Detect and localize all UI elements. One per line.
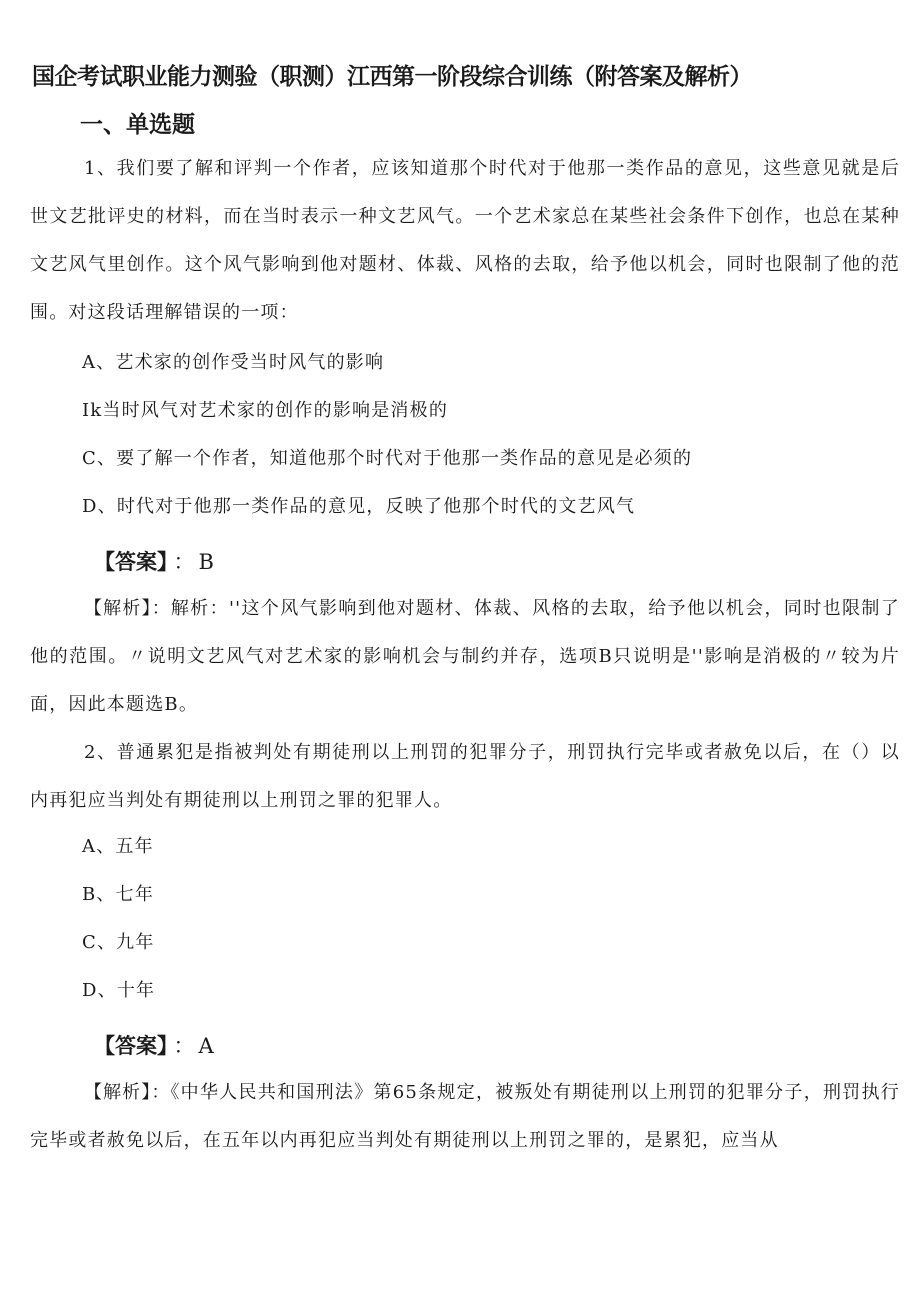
analysis-text: 《中华人民共和国刑法》第65条规定，被叛处有期徒刑以上刑罚的犯罪分子，刑罚执行完毕或者赦免以后，在五年以内再犯应当判处有期徒刑以上刑罚之罪的，是累犯，应当从 [30, 1082, 901, 1151]
answer-label: 【答案】 [94, 1034, 168, 1058]
question-2-stem: 2、普通累犯是指被判处有期徒刑以上刑罚的犯罪分子，刑罚执行完毕或者赦免以后，在（）以内再犯应当判处有期徒刑以上刑罚之罪的犯罪人。 [30, 742, 900, 811]
question-2-option-d: D、十年 [82, 980, 156, 1001]
question-1-answer [94, 546, 214, 576]
question-1-option-b: Ik当时风气对艺术家的创作的影响是消极的 [82, 400, 449, 421]
question-2-option-b: B、七年 [82, 884, 155, 905]
question-2-option-a: A、五年 [82, 836, 154, 857]
question-1-option-c: C、要了解一个作者，知道他那个时代对于他那一类作品的意见是必须的 [82, 448, 693, 469]
question-2-analysis [30, 1069, 900, 1165]
analysis-label: 【解析】： [84, 1082, 171, 1103]
answer-label: 【答案】 [94, 550, 168, 574]
answer-separator: ： [173, 550, 195, 574]
answer-value: A [198, 1034, 214, 1058]
analysis-label: 【解析】： [84, 598, 171, 619]
section-heading: 一、单选题 [80, 112, 195, 138]
question-1-option-a: A、艺术家的创作受当时风气的影响 [82, 352, 385, 373]
answer-separator: ： [173, 1034, 195, 1058]
analysis-text: 解析：''这个风气影响到他对题材、体裁、风格的去取，给予他以机会，同时也限制了他的范围。〃说明文艺风气对艺术家的影响机会与制约并存，选项B只说明是''影响是消极的〃较为片面，因此本题选B。 [30, 598, 900, 715]
question-1-analysis [30, 585, 900, 729]
answer-value: B [198, 550, 214, 574]
question-1-option-d: D、时代对于他那一类作品的意见，反映了他那个时代的文艺风气 [82, 496, 636, 517]
question-2-answer [94, 1030, 214, 1060]
question-2-option-c: C、九年 [82, 932, 155, 953]
document-title: 国企考试职业能力测验（职测）江西第一阶段综合训练（附答案及解析） [32, 64, 752, 90]
question-1-stem: 1、我们要了解和评判一个作者，应该知道那个时代对于他那一类作品的意见，这些意见就是后世文艺批评史的材料，而在当时表示一种文艺风气。一个艺术家总在某些社会条件下创作，也总在某种文艺风气里创作。这个风气影响到他对题材、体裁、风格的去取，给予他以机会，同时也限制了他的范围。对这段话理解错误的一项： [30, 158, 900, 323]
